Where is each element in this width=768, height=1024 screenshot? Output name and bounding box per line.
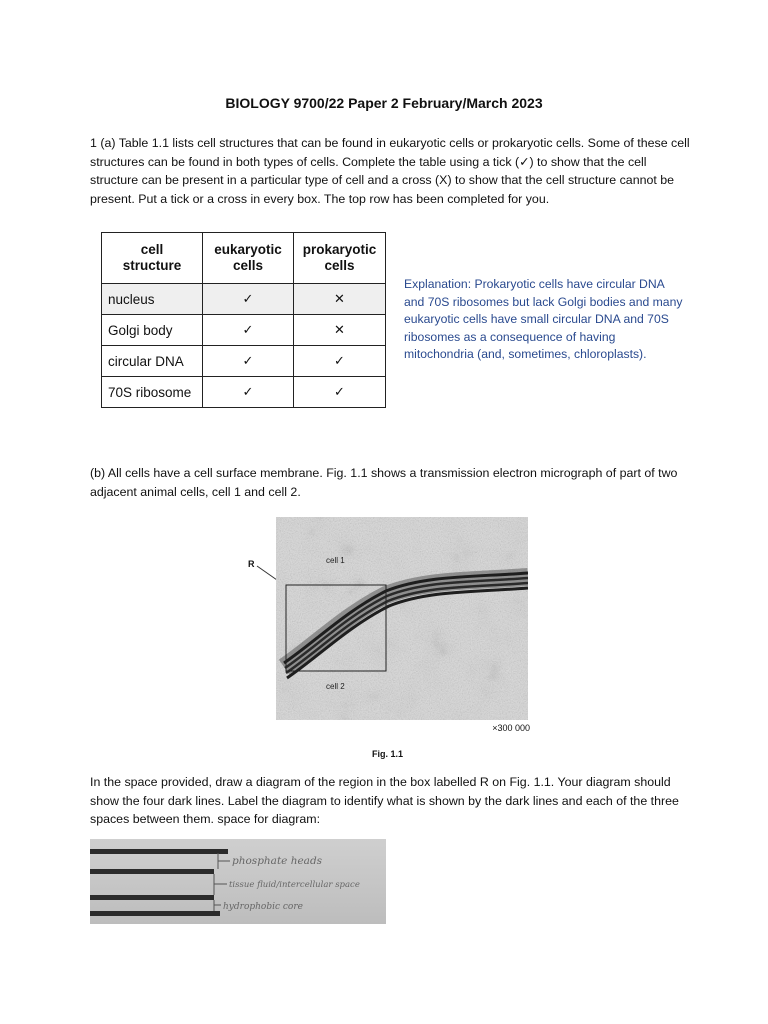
figure-caption: Fig. 1.1 [372,749,404,759]
sketch-label-tissue-fluid: tissue fluid/intercellular space [229,880,360,890]
structure-name: 70S ribosome [102,377,203,408]
table-header-row [102,233,386,284]
box-r-label: R [248,559,255,569]
table-row [102,284,386,315]
prokaryotic-mark: ✕ [294,284,386,315]
prokaryotic-mark: ✕ [294,315,386,346]
question-1b-task-text: In the space provided, draw a diagram of the region in the box labelled R on Fig. 1.1. Your diagram should show the four dark lines. Label the diagram to identify what is shown by the dark lines and each of the three spaces between them. space for diagram: [90,775,679,826]
table-row [102,377,386,408]
table-row [102,315,386,346]
eukaryotic-mark: ✓ [203,284,294,315]
magnification-label: ×300 000 [492,723,530,733]
eukaryotic-mark: ✓ [203,346,294,377]
sketch-label-phosphate: phosphate heads [232,855,323,867]
eukaryotic-mark: ✓ [203,315,294,346]
header-eukaryotic: eukaryotic cells [203,233,294,284]
structure-name: Golgi body [102,315,203,346]
structure-name: circular DNA [102,346,203,377]
electron-micrograph [276,517,528,720]
cell-2-label: cell 2 [326,682,345,691]
structure-name: nucleus [102,284,203,315]
cell-1-label: cell 1 [326,556,345,565]
header-cell-structure: cell structure [102,233,203,284]
eukaryotic-mark: ✓ [203,377,294,408]
prokaryotic-mark: ✓ [294,346,386,377]
question-1b-text: (b) All cells have a cell surface membrane. Fig. 1.1 shows a transmission electron micrograph of part of two adjacent animal cells, cell 1 and cell 2. [90,466,678,499]
prokaryotic-mark: ✓ [294,377,386,408]
cell-structure-table [101,232,386,408]
explanation-text: Explanation: Prokaryotic cells have circular DNA and 70S ribosomes but lack Golgi bodies and many eukaryotic cells have small circular DNA and 70S ribosomes as a consequence of having mitochondria (and, sometimes, chloroplasts). [404,277,683,361]
table-row [102,346,386,377]
page-title: BIOLOGY 9700/22 Paper 2 February/March 2023 [225,95,543,111]
student-membrane-sketch [90,839,386,924]
sketch-label-hydrophobic: hydrophobic core [223,902,303,912]
header-prokaryotic: prokaryotic cells [294,233,386,284]
question-1a-text: 1 (a) Table 1.1 lists cell structures that can be found in eukaryotic cells or prokaryotic cells. Some of these cell structures can be found in both types of cells. Complete the table using a tick (✓) to show that the cell structure can be present in a particular type of cell and a cross (X) to show that the cell structure cannot be present. Put a tick or a cross in every box. The top row has been completed for you. [90,136,690,206]
